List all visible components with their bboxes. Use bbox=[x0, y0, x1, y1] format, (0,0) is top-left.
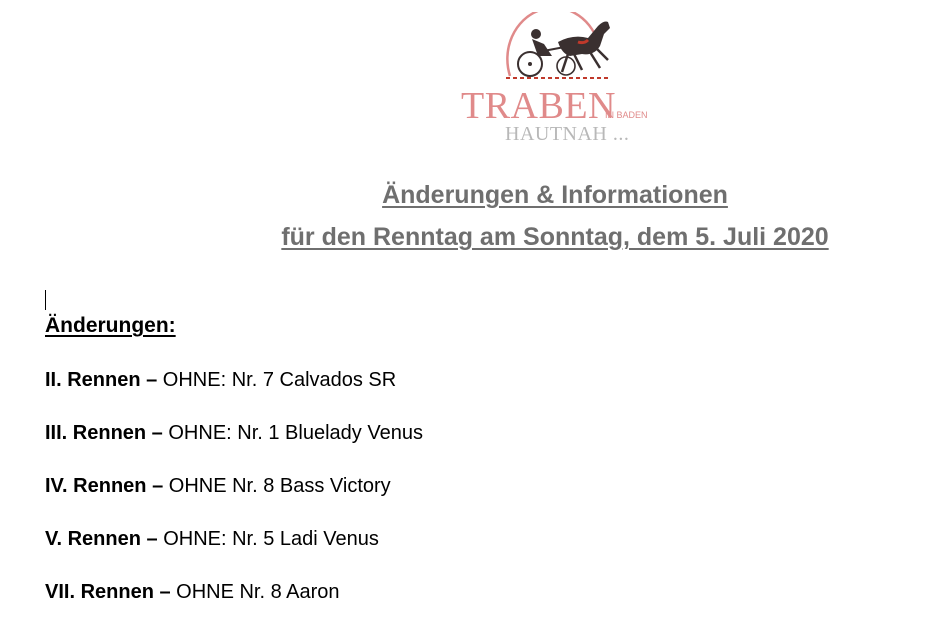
race-label: II. Rennen – bbox=[45, 369, 158, 391]
race-label: V. Rennen – bbox=[45, 528, 158, 550]
change-item bbox=[45, 420, 423, 473]
page-subtitle: für den Renntag am Sonntag, dem 5. Juli 2020 bbox=[281, 223, 829, 251]
logo-wordmark: TRABEN bbox=[461, 85, 616, 127]
logo-tagline: HAUTNAH ... bbox=[505, 123, 630, 145]
changes-heading: Änderungen: bbox=[45, 314, 176, 337]
traben-logo bbox=[458, 12, 668, 147]
race-label: III. Rennen – bbox=[45, 422, 163, 444]
change-detail: OHNE Nr. 8 Aaron bbox=[170, 581, 340, 603]
text-cursor bbox=[45, 290, 46, 310]
page-title: Änderungen & Informationen bbox=[382, 181, 728, 209]
race-label: IV. Rennen – bbox=[45, 475, 164, 497]
logo-subtext: IN BADEN bbox=[605, 110, 648, 120]
change-detail: OHNE: Nr. 7 Calvados SR bbox=[157, 369, 397, 391]
change-item bbox=[45, 367, 423, 420]
change-item bbox=[45, 473, 423, 526]
change-detail: OHNE Nr. 8 Bass Victory bbox=[163, 475, 391, 497]
race-label: VII. Rennen – bbox=[45, 581, 171, 603]
change-detail: OHNE: Nr. 5 Ladi Venus bbox=[157, 528, 379, 550]
changes-list bbox=[45, 367, 423, 632]
change-item bbox=[45, 579, 423, 632]
change-detail: OHNE: Nr. 1 Bluelady Venus bbox=[162, 422, 423, 444]
sulky-horse-icon bbox=[458, 12, 668, 92]
change-item bbox=[45, 526, 423, 579]
